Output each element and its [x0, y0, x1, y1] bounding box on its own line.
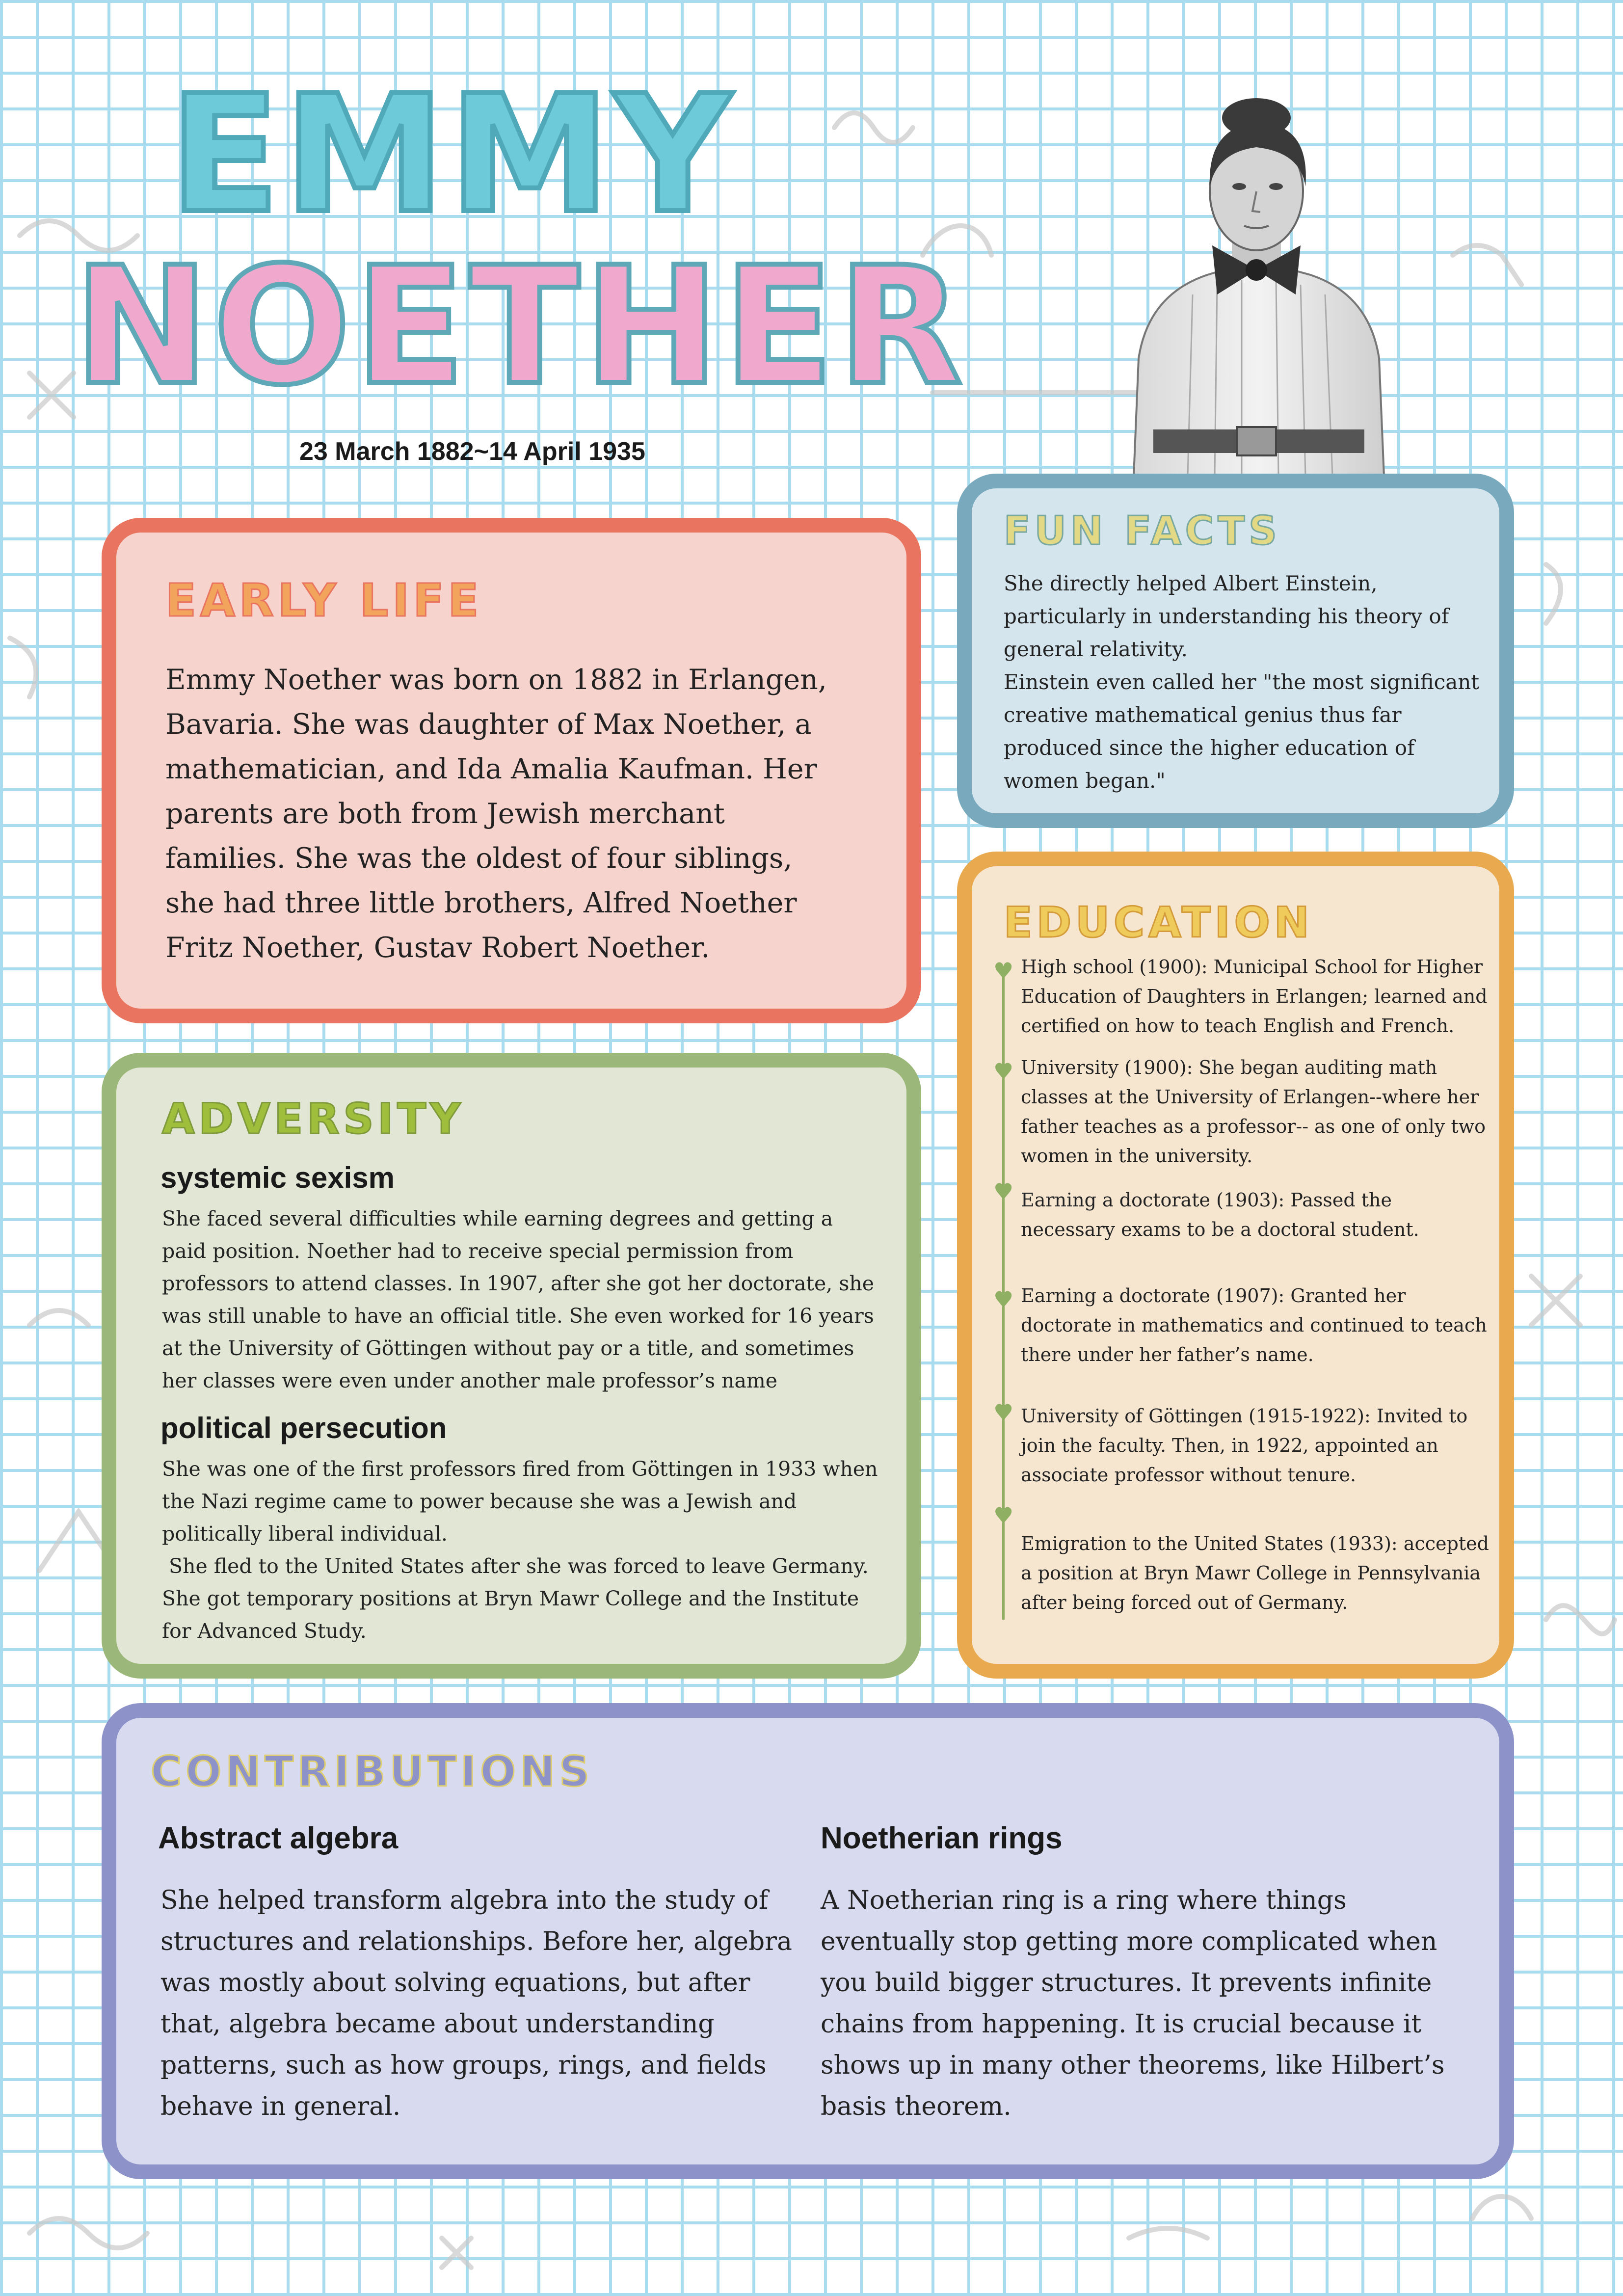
heart-icon: ♥ [993, 1058, 1014, 1085]
heart-icon: ♥ [993, 1178, 1014, 1205]
contribution-heading-rings: Noetherian rings [821, 1821, 1063, 1855]
education-entry: Earning a doctorate (1907): Granted her doctorate in mathematics and continued to teach there under her father’s name. [1021, 1285, 1487, 1365]
fun-fact-2: Einstein even called her "the most significant creative mathematical genius thus far produced since the higher education of women began." [1004, 670, 1480, 793]
fun-facts-title: FUN FACTS [1004, 508, 1281, 554]
adversity-card [102, 1053, 921, 1679]
heart-icon: ♥ [993, 1286, 1014, 1313]
education-title: EDUCATION [1004, 898, 1313, 947]
contributions-title: CONTRIBUTIONS [151, 1747, 594, 1796]
adversity-heading-persecution: political persecution [160, 1412, 447, 1444]
contribution-heading-algebra: Abstract algebra [158, 1821, 399, 1855]
early-life-text: Emmy Noether was born on 1882 in Erlangen, Bavaria. She was daughter of Max Noether, a mathematician, and Ida Amalia Kaufman. Her parents are both from Jewish merchant families. She was the oldest of four siblings, she had three little brothers, Alfred Noether Fritz Noether, Gustav Robert Noether. [165, 664, 827, 964]
contribution-text-algebra: She helped transform algebra into the study of structures and relationships. Before her, algebra was mostly about solving equations, but after that, algebra became about understanding patterns, such as how groups, rings, and fields behave in general. [160, 1886, 793, 2121]
adversity-text-persecution-1: She was one of the first professors fired from Göttingen in 1933 when the Nazi regime came to power because she was a Jewish and politically liberal individual. [162, 1457, 878, 1546]
heart-icon: ♥ [993, 958, 1014, 984]
fun-facts-card [957, 474, 1514, 828]
adversity-text-sexism: She faced several difficulties while earning degrees and getting a paid position. Noether had to receive special permission from professors to attend classes. In 1907, after she got her doctorate, she was still unable to have an official title. She even worked for 16 years at the University of Göttingen without pay or a title, and sometimes her classes were even under another male professor’s name [162, 1207, 875, 1392]
education-entry: Earning a doctorate (1903): Passed the necessary exams to be a doctoral student. [1021, 1189, 1419, 1240]
early-life-card [102, 518, 921, 1023]
education-entry: University (1900): She began auditing math classes at the University of Erlangen--where her father teaches as a professor-- as one of only two women in the university. [1021, 1057, 1486, 1167]
life-dates: 23 March 1882~14 April 1935 [299, 437, 645, 466]
portrait-illustration [1094, 83, 1423, 476]
education-card [957, 852, 1514, 1679]
education-entry: University of Göttingen (1915-1922): Invited to join the faculty. Then, in 1922, appointed an associate professor without tenure. [1021, 1405, 1468, 1486]
adversity-heading-sexism: systemic sexism [160, 1161, 395, 1194]
contributions-card [102, 1703, 1514, 2179]
heart-icon: ♥ [993, 1502, 1014, 1529]
title-last-name: NOETHER [74, 232, 966, 421]
adversity-text-persecution-2: She fled to the United States after she was forced to leave Germany. She got temporary positions at Bryn Mawr College and the Institute for Advanced Study. [162, 1554, 869, 1643]
fun-fact-1: She directly helped Albert Einstein, particularly in understanding his theory of general relativity. [1004, 571, 1449, 661]
heart-icon: ♥ [993, 1399, 1014, 1426]
contribution-text-rings: A Noetherian ring is a ring where things eventually stop getting more complicated when you build bigger structures. It prevents infinite chains from happening. It is crucial because it shows up in many other theorems, like Hilbert’s basis theorem. [821, 1886, 1445, 2121]
early-life-title: EARLY LIFE [165, 574, 483, 627]
education-entry: High school (1900): Municipal School for Higher Education of Daughters in Erlangen; learned and certified on how to teach English and French. [1021, 956, 1488, 1037]
fun-facts-text [1004, 567, 1494, 797]
title-first-name: EMMY [169, 60, 736, 249]
adversity-title: ADVERSITY [162, 1095, 465, 1144]
education-entry: Emigration to the United States (1933): accepted a position at Bryn Mawr College in Pennsylvania after being forced out of Germany. [1021, 1533, 1489, 1613]
